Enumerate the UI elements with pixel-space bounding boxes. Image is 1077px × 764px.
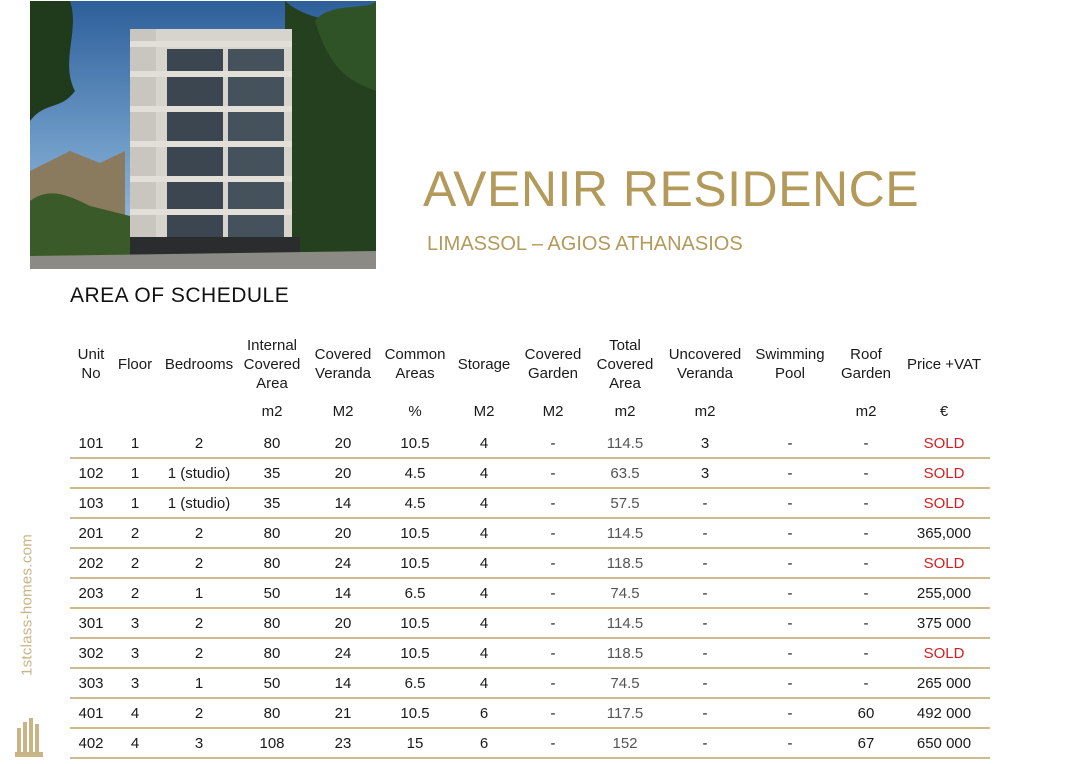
table-body [70, 429, 990, 758]
column-header: Total Covered Area [596, 336, 654, 392]
table-cell: 67 [834, 728, 898, 758]
table-row [70, 638, 990, 668]
table-cell: - [664, 488, 746, 518]
table-cell: - [664, 698, 746, 728]
table-cell: - [664, 638, 746, 668]
website-text: 1stclass-homes.com [18, 533, 36, 677]
table-cell: - [746, 668, 834, 698]
table-row [70, 458, 990, 488]
table-cell: 50 [240, 668, 304, 698]
column-unit: m2 [614, 402, 636, 420]
table-cell: 3 [158, 728, 240, 758]
table-cell: - [834, 548, 898, 578]
table-cell: 10.5 [382, 608, 448, 638]
table-cell: 203 [70, 578, 112, 608]
table-cell: 6 [448, 728, 520, 758]
table-cell: - [520, 548, 586, 578]
table-cell: 301 [70, 608, 112, 638]
table-cell: 102 [70, 458, 112, 488]
price-cell: SOLD [898, 488, 990, 518]
table-cell: 10.5 [382, 698, 448, 728]
table-cell: 24 [304, 638, 382, 668]
header-row [70, 335, 990, 393]
table-cell: 14 [304, 668, 382, 698]
table-cell: 2 [158, 608, 240, 638]
table-cell: 1 [112, 488, 158, 518]
table-cell: 3 [664, 429, 746, 458]
table-cell: 80 [240, 518, 304, 548]
table-cell: - [520, 668, 586, 698]
table-cell: 2 [158, 429, 240, 458]
table-cell: 202 [70, 548, 112, 578]
price-cell: SOLD [898, 638, 990, 668]
table-cell: - [746, 728, 834, 758]
column-header: Covered Garden [524, 346, 582, 382]
table-cell: 4 [448, 668, 520, 698]
page-title: AVENIR RESIDENCE [423, 161, 920, 217]
column-header: Unit No [77, 346, 105, 382]
column-header: Roof Garden [840, 346, 892, 382]
column-unit: m2 [855, 402, 877, 420]
table-row [70, 728, 990, 758]
table-cell: 63.5 [586, 458, 664, 488]
table-cell: 14 [304, 578, 382, 608]
table-cell: 108 [240, 728, 304, 758]
table-cell: 20 [304, 429, 382, 458]
column-header: Storage [457, 355, 511, 373]
column-header: Floor [117, 355, 153, 373]
column-unit: % [408, 402, 422, 420]
table-cell: 4 [448, 458, 520, 488]
table-cell: - [746, 698, 834, 728]
table-cell: 24 [304, 548, 382, 578]
table-cell: 303 [70, 668, 112, 698]
price-cell: 365,000 [898, 518, 990, 548]
table-cell: 80 [240, 548, 304, 578]
table-cell: 1 [158, 578, 240, 608]
table-cell: - [520, 488, 586, 518]
table-cell: 20 [304, 518, 382, 548]
table-cell: 1 [112, 458, 158, 488]
table-cell: 118.5 [586, 548, 664, 578]
building-photo [30, 1, 376, 269]
table-cell: 4 [448, 518, 520, 548]
column-unit: € [939, 402, 949, 420]
column-unit: m2 [694, 402, 716, 420]
table-cell: - [664, 578, 746, 608]
table-cell: 15 [382, 728, 448, 758]
table-cell: 60 [834, 698, 898, 728]
table-cell: 35 [240, 488, 304, 518]
column-header: Swimming Pool [755, 346, 825, 382]
table-cell: 2 [158, 518, 240, 548]
table-cell: 10.5 [382, 638, 448, 668]
table-cell: - [520, 518, 586, 548]
table-cell: 4 [448, 638, 520, 668]
table-cell: 4 [448, 548, 520, 578]
table-cell: 6 [448, 698, 520, 728]
table-cell: 3 [112, 638, 158, 668]
table-cell: - [664, 548, 746, 578]
table-cell: - [664, 608, 746, 638]
table-cell: - [664, 518, 746, 548]
table-cell: 4 [448, 608, 520, 638]
table-cell: 4.5 [382, 488, 448, 518]
table-cell: 2 [112, 548, 158, 578]
table-row [70, 608, 990, 638]
table-cell: 1 (studio) [158, 488, 240, 518]
table-cell: 4 [448, 488, 520, 518]
table-row [70, 698, 990, 728]
table-cell: - [834, 638, 898, 668]
table-cell: 20 [304, 458, 382, 488]
table-cell: 4 [112, 698, 158, 728]
table-cell: - [746, 429, 834, 458]
price-cell: 650 000 [898, 728, 990, 758]
column-unit [746, 393, 834, 429]
column-header: Price +VAT [906, 355, 982, 373]
table-cell: 114.5 [586, 429, 664, 458]
table-cell: 201 [70, 518, 112, 548]
table-cell: 2 [112, 518, 158, 548]
table-cell: 80 [240, 608, 304, 638]
column-header: Bedrooms [164, 355, 234, 373]
table-cell: 10.5 [382, 518, 448, 548]
column-header: Uncovered Veranda [668, 346, 742, 382]
price-cell: 492 000 [898, 698, 990, 728]
table-cell: 80 [240, 698, 304, 728]
column-unit: M2 [473, 402, 495, 420]
table-cell: - [520, 458, 586, 488]
table-cell: - [746, 548, 834, 578]
side-website-label [15, 525, 39, 685]
table-row [70, 548, 990, 578]
table-cell: 402 [70, 728, 112, 758]
table-cell: - [834, 488, 898, 518]
table-cell: 4 [448, 429, 520, 458]
table-cell: 3 [664, 458, 746, 488]
table-cell: - [520, 578, 586, 608]
table-cell: 401 [70, 698, 112, 728]
table-cell: - [664, 728, 746, 758]
column-unit [158, 393, 240, 429]
table-cell: 4.5 [382, 458, 448, 488]
table-cell: 2 [158, 548, 240, 578]
price-cell: SOLD [898, 429, 990, 458]
column-unit: M2 [542, 402, 564, 420]
table-cell: 74.5 [586, 668, 664, 698]
table-cell: 2 [112, 578, 158, 608]
table-cell: 118.5 [586, 638, 664, 668]
column-header: Common Areas [384, 346, 446, 382]
table-cell: 1 [112, 429, 158, 458]
page-subtitle: LIMASSOL – AGIOS ATHANASIOS [427, 233, 743, 255]
table-row [70, 518, 990, 548]
table-cell: - [746, 458, 834, 488]
table-cell: - [520, 728, 586, 758]
table-cell: 302 [70, 638, 112, 668]
table-cell: 57.5 [586, 488, 664, 518]
table-cell: 6.5 [382, 578, 448, 608]
table-cell: 35 [240, 458, 304, 488]
table-cell: 10.5 [382, 429, 448, 458]
table-row [70, 488, 990, 518]
table-cell: - [834, 429, 898, 458]
table-cell: 10.5 [382, 548, 448, 578]
price-cell: 375 000 [898, 608, 990, 638]
table-cell: - [834, 578, 898, 608]
table-cell: - [834, 608, 898, 638]
units-row [70, 393, 990, 429]
table-cell: - [746, 488, 834, 518]
table-cell: - [520, 608, 586, 638]
table-cell: 14 [304, 488, 382, 518]
table-cell: 4 [448, 578, 520, 608]
table-cell: - [834, 458, 898, 488]
table-cell: 50 [240, 578, 304, 608]
table-cell: - [834, 668, 898, 698]
table-cell: 1 (studio) [158, 458, 240, 488]
table-cell: 114.5 [586, 608, 664, 638]
table-cell: 2 [158, 638, 240, 668]
column-unit [70, 393, 112, 429]
table-cell: 4 [112, 728, 158, 758]
section-title: AREA OF SCHEDULE [70, 284, 290, 307]
table-row [70, 429, 990, 458]
table-cell: - [746, 518, 834, 548]
table-cell: 80 [240, 638, 304, 668]
table-cell: - [520, 638, 586, 668]
table-cell: 101 [70, 429, 112, 458]
column-unit [112, 393, 158, 429]
table-cell: - [520, 698, 586, 728]
table-cell: - [520, 429, 586, 458]
table-cell: 152 [586, 728, 664, 758]
table-cell: 6.5 [382, 668, 448, 698]
column-unit: M2 [332, 402, 354, 420]
table-cell: 21 [304, 698, 382, 728]
price-cell: SOLD [898, 548, 990, 578]
table-cell: - [746, 578, 834, 608]
table-row [70, 578, 990, 608]
table-cell: - [834, 518, 898, 548]
table-cell: 2 [158, 698, 240, 728]
table-cell: 80 [240, 429, 304, 458]
brand-logo-icon [13, 716, 45, 758]
price-cell: 265 000 [898, 668, 990, 698]
table-cell: 3 [112, 668, 158, 698]
table-cell: 23 [304, 728, 382, 758]
table-cell: - [664, 668, 746, 698]
column-header: Covered Veranda [314, 346, 372, 382]
table-cell: 1 [158, 668, 240, 698]
price-cell: 255,000 [898, 578, 990, 608]
column-unit: m2 [261, 402, 283, 420]
table-cell: 103 [70, 488, 112, 518]
table-cell: 114.5 [586, 518, 664, 548]
table-cell: - [746, 608, 834, 638]
schedule-table [70, 335, 990, 759]
price-cell: SOLD [898, 458, 990, 488]
table-cell: 74.5 [586, 578, 664, 608]
table-cell: 117.5 [586, 698, 664, 728]
table-cell: 20 [304, 608, 382, 638]
column-header: Internal Covered Area [243, 336, 301, 392]
table-row [70, 668, 990, 698]
table-cell: 3 [112, 608, 158, 638]
table-cell: - [746, 638, 834, 668]
